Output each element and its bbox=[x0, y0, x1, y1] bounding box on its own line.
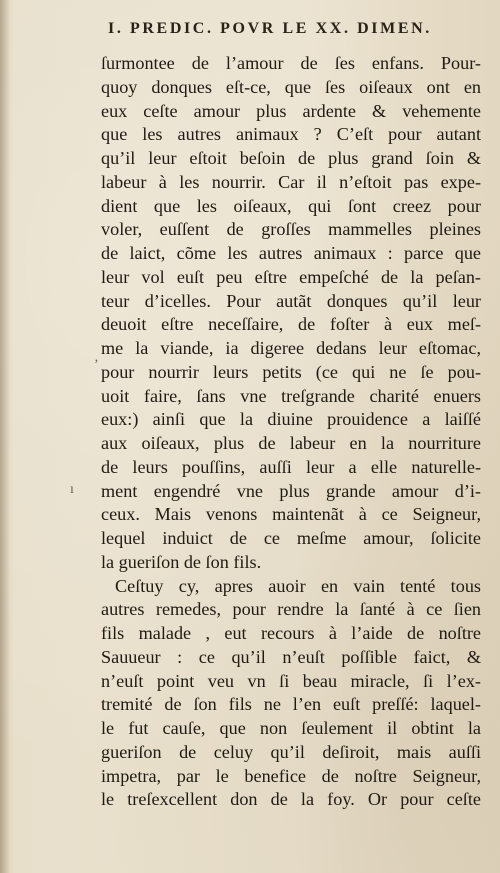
running-head: I. PREDIC. POVR LE XX. DIMEN. bbox=[108, 20, 432, 37]
text-line: le treſexcellent don de la foy. Or pour ceſte bbox=[101, 789, 481, 810]
text-line: me la viande, ia digeree dedans leur eſtomac, bbox=[101, 338, 481, 358]
paragraph-first-line: Ceſtuy cy, apres auoir en vain tenté tous bbox=[115, 575, 481, 596]
text-line: pour nourrir leurs petits (ce qui ne ſe pou- bbox=[101, 361, 481, 382]
text-line: eux ceſte amour plus ardente & vehemente bbox=[101, 100, 481, 121]
gutter-shadow bbox=[0, 0, 10, 873]
text-line: de leurs pouſſins, auſſi leur a elle naturelle- bbox=[101, 456, 481, 477]
text-line: lequel induict de ce meſme amour, ſolicite bbox=[101, 528, 481, 548]
text-line: qu’il leur eſtoit beſoin de plus grand ſoin & bbox=[101, 148, 481, 168]
text-line: ment engendré vne plus grande amour d’i- bbox=[101, 480, 481, 501]
text-line: eux:) ainſi que la diuine prouidence a laiſſé bbox=[101, 409, 481, 430]
text-line: quoy donques eſt-ce, que ſes oiſeaux ont en bbox=[101, 76, 481, 97]
margin-mark: ı bbox=[70, 482, 74, 497]
text-line: labeur à les nourrir. Car il n’eſtoit pas expe- bbox=[101, 171, 481, 192]
text-line: voler, euſſent de groſſes mammelles pleines bbox=[101, 219, 481, 240]
text-line: n’euſt point veu vn ſi beau miracle, ſi l’ex- bbox=[101, 670, 481, 691]
text-line: le fut cauſe, que non ſeulement il obtint la bbox=[101, 718, 481, 738]
text-line: la gueriſon de ſon fils. bbox=[101, 551, 262, 572]
body-text bbox=[101, 52, 481, 812]
text-line: deuoit eſtre neceſſaire, de foſter à eux meſ- bbox=[101, 314, 481, 335]
text-line: que les autres animaux ? C’eſt pour autant bbox=[101, 124, 481, 145]
text-line: gueriſon de celuy qu’il deſiroit, mais auſſi bbox=[101, 741, 481, 762]
text-line: leur vol euſt peu eſtre empeſché de la peſan- bbox=[101, 266, 481, 287]
text-line: ſurmontee de l’amour de ſes enfans. Pour- bbox=[101, 53, 481, 73]
text-line: tremité de ſon fils ne l’en euſt preſſé: laquel- bbox=[101, 694, 481, 715]
text-line: dient que les oiſeaux, qui ſont creez pour bbox=[101, 195, 481, 216]
margin-mark: ‚ bbox=[94, 350, 99, 365]
text-line: ceux. Mais venons maintenãt à ce Seigneur, bbox=[101, 504, 481, 525]
text-line: fils malade , eut recours à l’aide de noſtre bbox=[101, 623, 481, 643]
text-line: teur d’icelles. Pour autãt donques qu’il leur bbox=[101, 290, 481, 311]
text-line: de laict, cõme les autres animaux : parce que bbox=[101, 243, 481, 263]
text-line: impetra, par le benefice de noſtre Seigneur, bbox=[101, 765, 481, 786]
text-line: uoit faire, ſans vne treſgrande charité enuers bbox=[101, 385, 481, 406]
text-line: Sauueur : ce qu’il n’euſt poſſible faict, & bbox=[101, 646, 481, 667]
text-line: aux oiſeaux, plus de labeur en la nourriture bbox=[101, 433, 481, 453]
text-line: autres remedes, pour rendre la ſanté à ce ſien bbox=[101, 599, 481, 620]
